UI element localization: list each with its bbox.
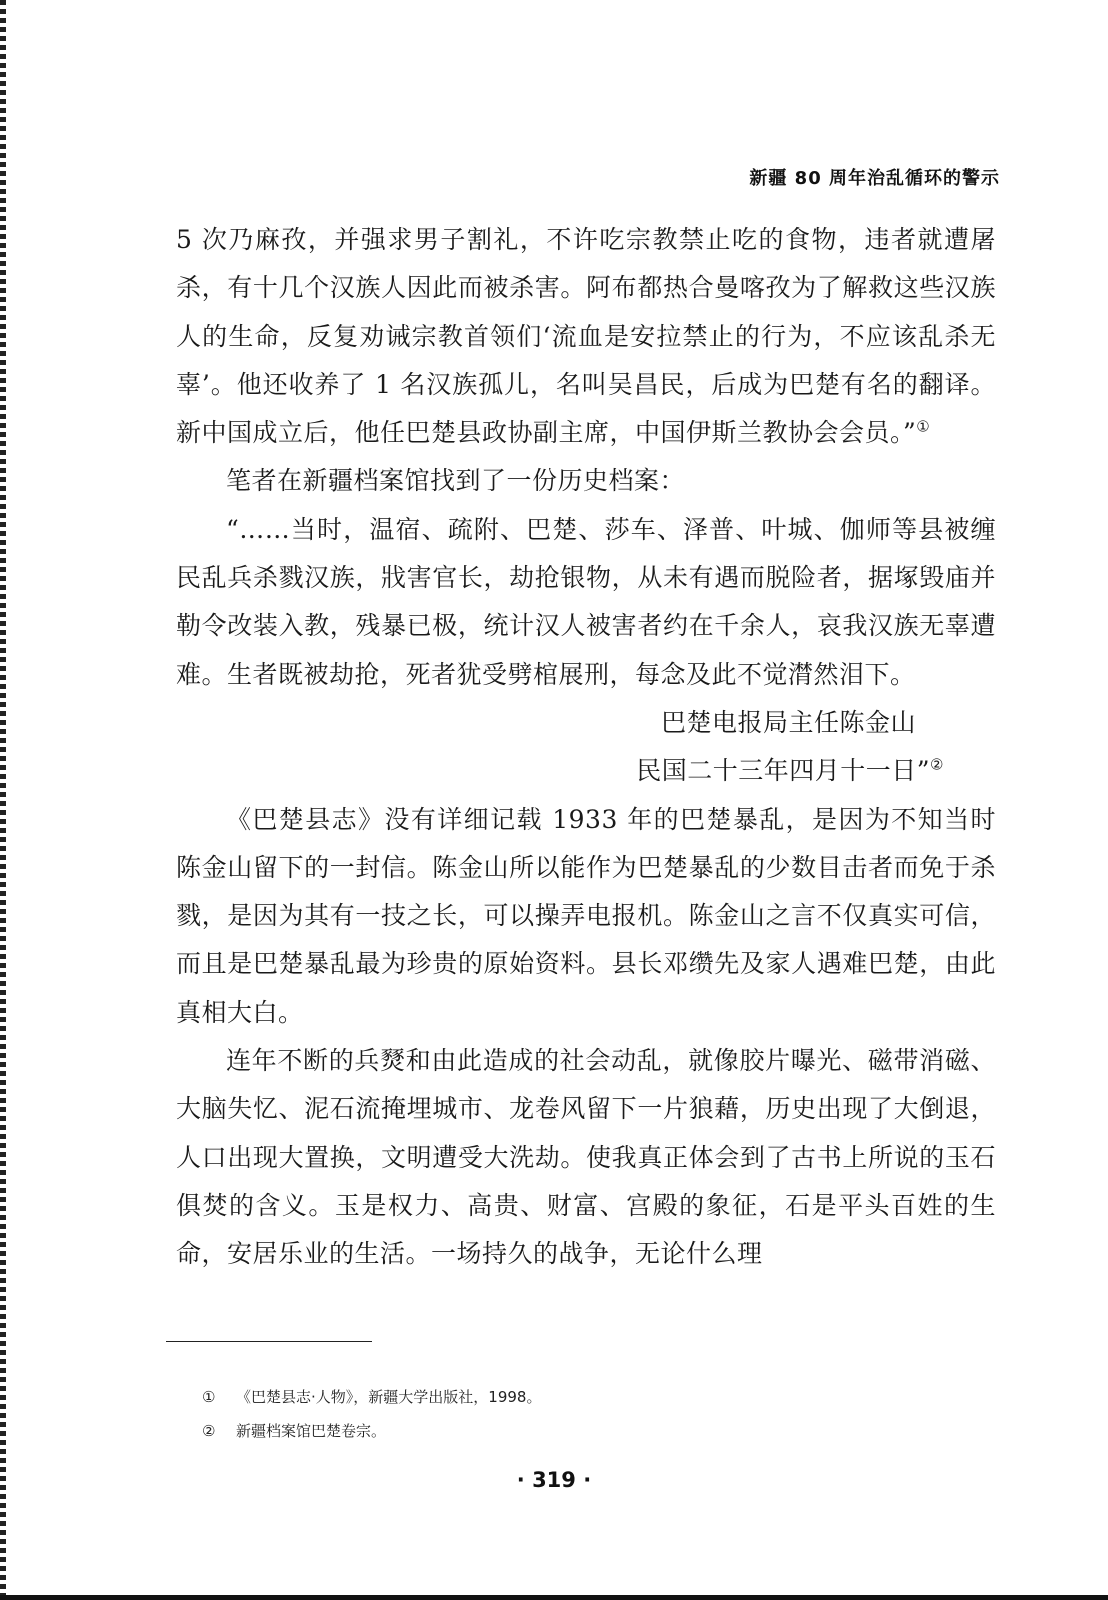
footnote-1 [202,1380,541,1414]
paragraph-4: 《巴楚县志》没有详细记载 1933 年的巴楚暴乱，是因为不知当时陈金山留下的一封信。陈金山所以能作为巴楚暴乱的少数目击者而免于杀戮，是因为其有一技之长，可以操弄电报机。陈金山之言不仅真实可信，而且是巴楚暴乱最为珍贵的原始资料。县长邓缵先及家人遇难巴楚，由此真相大白。 [176,804,996,1027]
footnote-1-number: ① [202,1388,216,1406]
paragraph-2: 笔者在新疆档案馆找到了一份历史档案： [226,466,686,496]
scan-edge-bottom [0,1595,1108,1600]
footnote-2-text: 新疆档案馆巴楚卷宗。 [236,1422,387,1440]
running-head: 新疆 80 周年治乱循环的警示 [749,168,1000,189]
footnote-ref-1[interactable]: ① [916,417,931,436]
page-number: · 319 · [516,1468,592,1492]
signature-date [176,747,996,795]
paragraph-5: 连年不断的兵燹和由此造成的社会动乱，就像胶片曝光、磁带消磁、大脑失忆、泥石流掩埋城市、龙卷风留下一片狼藉，历史出现了大倒退，人口出现大置换，文明遭受大洗劫。使我真正体会到了古书上所说的玉石俱焚的含义。玉是权力、高贵、财富、宫殿的象征，石是平头百姓的生命，安居乐业的生活。一场持久的战争，无论什么理 [176,1046,996,1269]
signature-name: 巴楚电报局主任陈金山 [660,707,916,737]
paragraph-1 [176,216,996,457]
footnote-2-number: ② [202,1422,216,1440]
body-text [176,216,996,1279]
footnotes [202,1380,541,1448]
archive-quote: “……当时，温宿、疏附、巴楚、莎车、泽普、叶城、伽师等县被缠民乱兵杀戮汉族，戕害官长，劫抢银物，从未有遇而脱险者，据塚毁庙并勒令改装入教，残暴已极，统计汉人被害者约在千余人，哀我汉族无辜遭难。生者既被劫抢，死者犹受劈棺展刑，每念及此不觉潸然泪下。 [176,514,996,689]
footnote-divider [166,1341,372,1342]
footnote-ref-2[interactable]: ② [930,755,944,774]
scan-edge-left [0,0,6,1600]
footnote-2 [202,1414,541,1448]
signature-date-text: 民国二十三年四月十一日” [636,756,931,786]
paragraph-1-text: 5 次乃麻孜，并强求男子割礼，不许吃宗教禁止吃的食物，违者就遭屠杀，有十几个汉族人因此而被杀害。阿布都热合曼喀孜为了解救这些汉族人的生命，反复劝诫宗教首领们‘流血是安拉禁止的行为，不应该乱杀无辜’。他还收养了 1 名汉族孤儿，名叫吴昌民，后成为巴楚有名的翻译。新中国成立后，他任巴楚县政协副主席，中国伊斯兰教协会会员。” [176,225,996,448]
footnote-1-text: 《巴楚县志·人物》，新疆大学出版社，1998。 [236,1388,542,1406]
